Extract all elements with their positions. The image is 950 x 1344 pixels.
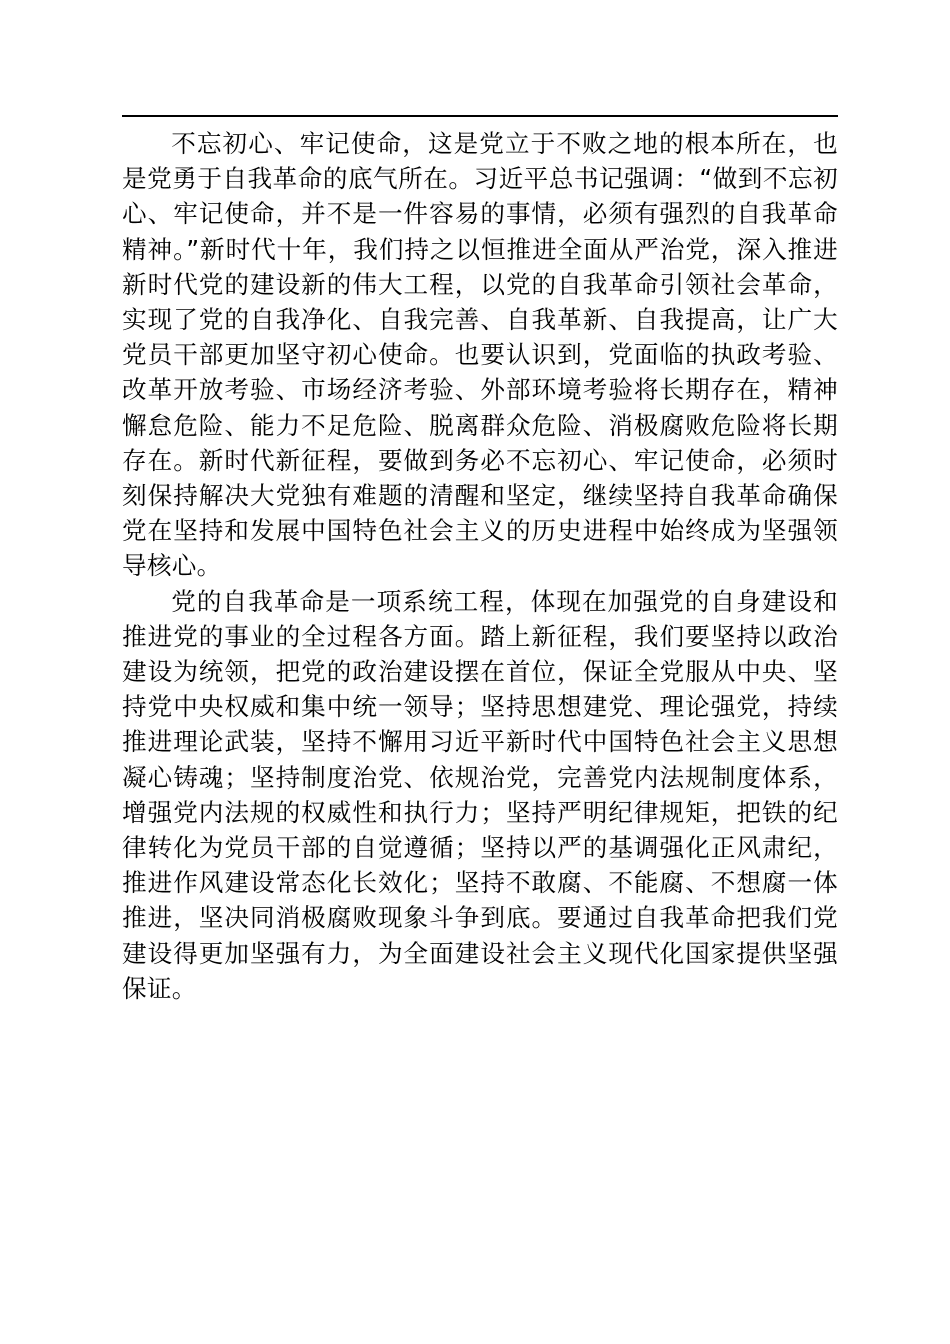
article-body [122, 126, 838, 1006]
header-rule [122, 115, 838, 117]
paragraph-1: 不忘初心、牢记使命，这是党立于不败之地的根本所在，也是党勇于自我革命的底气所在。习近平总书记强调：“做到不忘初心、牢记使命，并不是一件容易的事情，必须有强烈的自我革命精神。”新时代十年，我们持之以恒推进全面从严治党，深入推进新时代党的建设新的伟大工程，以党的自我革命引领社会革命，实现了党的自我净化、自我完善、自我革新、自我提高，让广大党员干部更加坚守初心使命。也要认识到，党面临的执政考验、改革开放考验、市场经济考验、外部环境考验将长期存在，精神懈怠危险、能力不足危险、脱离群众危险、消极腐败危险将长期存在。新时代新征程，要做到务必不忘初心、牢记使命，必须时刻保持解决大党独有难题的清醒和坚定，继续坚持自我革命确保党在坚持和发展中国特色社会主义的历史进程中始终成为坚强领导核心。 [122, 129, 838, 581]
paragraph-2: 党的自我革命是一项系统工程，体现在加强党的自身建设和推进党的事业的全过程各方面。踏上新征程，我们要坚持以政治建设为统领，把党的政治建设摆在首位，保证全党服从中央、坚持党中央权威和集中统一领导；坚持思想建党、理论强党，持续推进理论武装，坚持不懈用习近平新时代中国特色社会主义思想凝心铸魂；坚持制度治党、依规治党，完善党内法规制度体系，增强党内法规的权威性和执行力；坚持严明纪律规矩，把铁的纪律转化为党员干部的自觉遵循；坚持以严的基调强化正风肃纪，推进作风建设常态化长效化；坚持不敢腐、不能腐、不想腐一体推进，坚决同消极腐败现象斗争到底。要通过自我革命把我们党建设得更加坚强有力，为全面建设社会主义现代化国家提供坚强保证。 [122, 586, 838, 1003]
